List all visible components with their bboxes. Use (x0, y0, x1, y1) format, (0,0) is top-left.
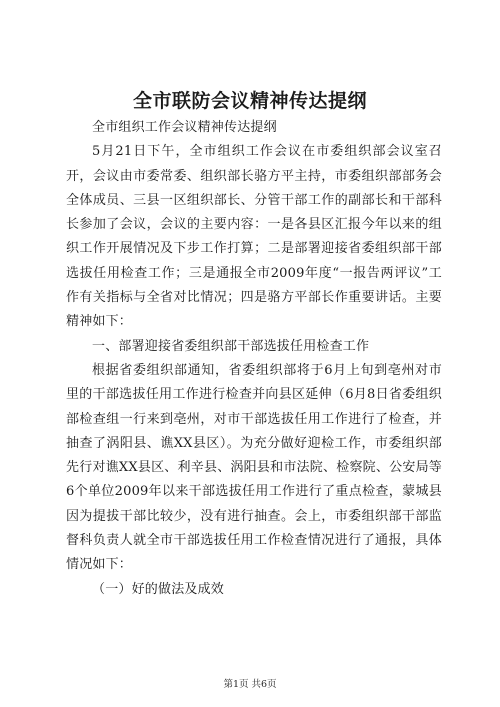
page-number: 第1页 共6页 (223, 679, 277, 690)
paragraph: 5月21日下午，全市组织工作会议在市委组织部会议室召开，会议由市委常委、组织部长骆方平主持，市委组织部部务会全体成员、三县一区组织部长、分管干部工作的副部长和干部科长参加了会议，会议的主要内容：一是各县区汇报今年以来的组织工作开展情况及下步工作打算；二是部署迎接省委组织部干部选拔任用检查工作；三是通报全市2009年度“一报告两评议”工作有关指标与全省对比情况；四是骆方平部长作重要讲话。主要精神如下： (66, 144, 442, 330)
document-body (66, 116, 442, 602)
document-subtitle: 全市组织工作会议精神传达提纲 (92, 120, 277, 135)
subsection-heading: （一）好的做法及成效 (92, 581, 225, 597)
section-heading: 一、部署迎接省委组织部干部选拔任用检查工作 (92, 338, 370, 354)
document-title: 全市联防会议精神传达提纲 (132, 90, 367, 112)
paragraph: 根据省委组织部通知，省委组织部将于6月上旬到亳州对市里的干部选拔任用工作进行检查并向县区延伸（6月8日省委组织部检查组一行来到亳州，对市干部选拔任用工作进行了检查，并抽查了涡阳县、谯XX县区）。为充分做好迎检工作，市委组织部先行对谯XX县区、利辛县、涡阳县和市法院、检察院、公安局等6个单位2009年以来干部选拔任用工作进行了重点检查，蒙城县因为提拔干部比较少，没有进行抽查。会上，市委组织部干部监督科负责人就全市干部选拔任用工作检查情况进行了通报，具体情况如下： (66, 362, 442, 573)
